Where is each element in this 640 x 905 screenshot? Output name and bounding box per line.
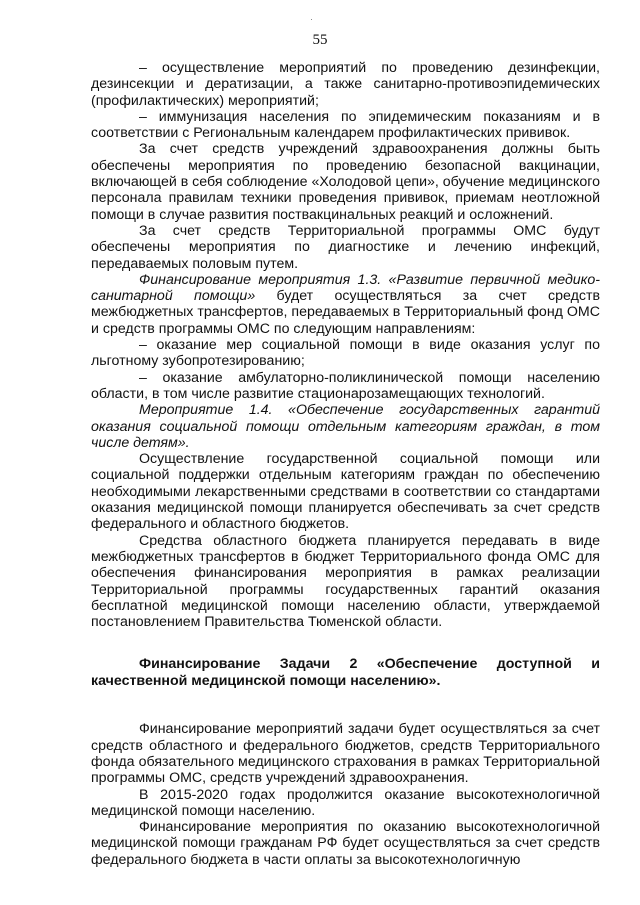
paragraph-measure-1-4: Мероприятие 1.4. «Обеспечение государственных гарантий оказания социальной помощи отдельным категориям граждан, в том числе детям». bbox=[91, 402, 600, 451]
list-item-disinfection: – осуществление мероприятий по проведению дезинфекции, дезинсекции и дератизации, а также санитарно-противоэпидемических (профилактических) мероприятий; bbox=[91, 60, 600, 109]
paragraph-measure-1-3 bbox=[91, 272, 600, 337]
scan-mark: · bbox=[310, 14, 313, 24]
measure-1-3-text: будет осуществляться за счет средств межбюджетных трансфертов, передаваемых в Территориальный фонд ОМС и средств программы ОМС по следующим направлениям: bbox=[91, 288, 600, 337]
paragraph-vaccination: За счет средств учреждений здравоохранения должны быть обеспечены мероприятия по проведению безопасной вакцинации, включающей в себя соблюдение «Холодовой цепи», обучение медицинского персонала правилам техники проведения прививок, приемам неотложной помощи в случае развития поствакцинальных реакций и осложнений. bbox=[91, 141, 600, 223]
paragraph-task-financing: Финансирование мероприятий задачи будет осуществляться за счет средств областного и федерального бюджетов, средств Территориального фонда обязательного медицинского страхования в рамках Территориальной программы ОМС, средств учреждений здравоохранения. bbox=[91, 721, 600, 787]
list-item-dental: – оказание мер социальной помощи в виде оказания услуг по льготному зубопротезированию; bbox=[91, 337, 600, 370]
body-text bbox=[91, 60, 600, 868]
section-heading-task-2: Финансирование Задачи 2 «Обеспечение доступной и качественной медицинской помощи населению». bbox=[91, 656, 600, 690]
measure-1-3-title: Финансирование мероприятия 1.3. «Развитие первичной медико-санитарной помощи» bbox=[91, 271, 600, 305]
list-item-outpatient: – оказание амбулаторно-поликлинической помощи населению области, в том числе развитие стационарозамещающих технологий. bbox=[91, 369, 600, 402]
paragraph-regional-budget: Средства областного бюджета планируется передавать в виде межбюджетных трансфертов в бюджет Территориального фонда ОМС для обеспечения финансирования мероприятия в рамках реализации Территориальной программы государственных гарантий оказания бесплатной медицинской помощи населению области, утверждаемой постановлением Правительства Тюменской области. bbox=[91, 532, 600, 631]
list-item-immunization: – иммунизация населения по эпидемическим показаниям и в соответствии с Региональным календарем профилактических прививок. bbox=[91, 108, 600, 142]
paragraph-social-support: Осуществление государственной социальной помощи или социальной поддержки отдельным категориям граждан по обеспечению необходимыми лекарственными средствами в соответствии со стандартами оказания медицинской помощи планируется обеспечивать за счет средств федерального и областного бюджетов. bbox=[91, 451, 600, 533]
page-number: 55 bbox=[312, 32, 328, 48]
paragraph-high-tech-care: В 2015-2020 годах продолжится оказание высокотехнологичной медицинской помощи населению. bbox=[91, 786, 600, 819]
paragraph-high-tech-financing: Финансирование мероприятия по оказанию высокотехнологичной медицинской помощи гражданам РФ будет осуществляться за счет средств федерального бюджета в части оплаты за высокотехнологичную bbox=[91, 819, 600, 868]
paragraph-infections: За счет средств Территориальной программы ОМС будут обеспечены мероприятия по диагностике и лечению инфекций, передаваемых половым путем. bbox=[91, 222, 600, 272]
